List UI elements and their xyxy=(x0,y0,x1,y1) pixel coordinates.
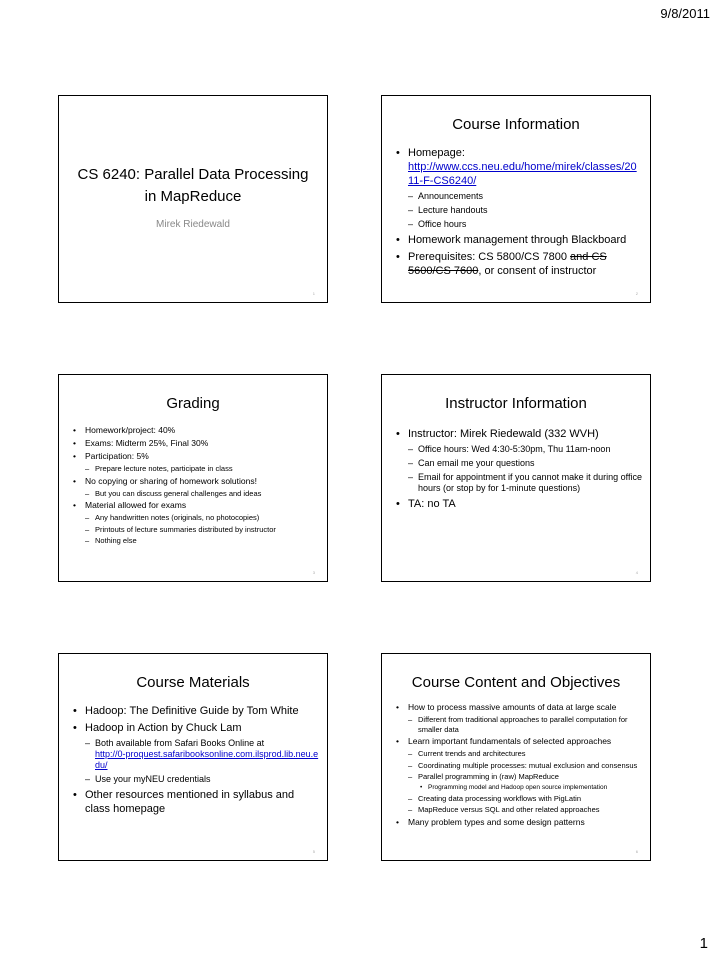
prereq-tail: , or consent of instructor xyxy=(478,265,597,277)
bullet: • No copying or sharing of homework solutions! xyxy=(73,476,319,487)
sub-bullet: – Different from traditional approaches to parallel computation for smaller data xyxy=(396,715,642,734)
slide-number: 6 xyxy=(635,849,638,854)
slide-body xyxy=(396,146,642,281)
sub-bullet: – Printouts of lecture summaries distributed by instructor xyxy=(73,525,319,535)
slide-number: 1 xyxy=(312,291,315,296)
sub-bullet: – Office hours xyxy=(396,219,642,230)
slide-number: 5 xyxy=(312,849,315,854)
bullet-prerequisites xyxy=(396,250,642,278)
homepage-label: Homepage: xyxy=(408,147,465,159)
sub-bullet: – Office hours: Wed 4:30-5:30pm, Thu 11am-noon xyxy=(396,444,642,455)
sub-bullet: – Can email me your questions xyxy=(396,458,642,469)
slide-5-course-materials xyxy=(58,653,328,861)
slide-body xyxy=(73,425,319,548)
bullet: • Other resources mentioned in syllabus and class homepage xyxy=(73,788,319,816)
course-title-line-1: CS 6240: Parallel Data Processing xyxy=(77,166,309,183)
sub-bullet: – Email for appointment if you cannot make it during office hours (or stop by for 1-minute questions) xyxy=(396,472,642,494)
slide-title: Instructor Information xyxy=(445,395,587,412)
sub-bullet: – But you can discuss general challenges and ideas xyxy=(73,489,319,499)
bullet: • Hadoop in Action by Chuck Lam xyxy=(73,721,319,735)
sub-bullet: – Announcements xyxy=(396,191,642,202)
slide-title: Course Materials xyxy=(136,674,250,691)
course-title-line-2: in MapReduce xyxy=(144,188,242,205)
bullet: • Homework/project: 40% xyxy=(73,425,319,436)
bullet: • Exams: Midterm 25%, Final 30% xyxy=(73,438,319,449)
sub-bullet: – Coordinating multiple processes: mutual exclusion and consensus xyxy=(396,761,642,771)
slide-body xyxy=(396,427,642,514)
author-name: Mirek Riedewald xyxy=(156,219,230,230)
bullet: • How to process massive amounts of data at large scale xyxy=(396,702,642,713)
course-title xyxy=(59,164,327,208)
sub-bullet: – Use your myNEU credentials xyxy=(73,774,319,785)
slide-title: Course Information xyxy=(452,116,580,133)
slide-body xyxy=(73,704,319,819)
bullet: • Participation: 5% xyxy=(73,451,319,462)
bullet: • Material allowed for exams xyxy=(73,500,319,511)
safari-text: Both available from Safari Books Online at xyxy=(95,738,265,748)
sub-bullet: – Creating data processing workflows with PigLatin xyxy=(396,794,642,804)
slide-number: 3 xyxy=(312,570,315,575)
header-date: 9/8/2011 xyxy=(660,6,710,21)
sub-bullet xyxy=(73,738,319,771)
bullet: • Many problem types and some design patterns xyxy=(396,817,642,828)
sub-bullet: – Nothing else xyxy=(73,536,319,546)
slide-4-instructor-information xyxy=(381,374,651,582)
sub-bullet: – Lecture handouts xyxy=(396,205,642,216)
sub-sub-bullet: • Programming model and Hadoop open source implementation xyxy=(396,784,642,792)
sub-bullet: – Prepare lecture notes, participate in class xyxy=(73,464,319,474)
slide-title: Course Content and Objectives xyxy=(411,674,621,691)
bullet: • TA: no TA xyxy=(396,497,642,511)
slide-body xyxy=(396,702,642,830)
slide-3-grading xyxy=(58,374,328,582)
slide-2-course-information xyxy=(381,95,651,303)
slide-1-title xyxy=(58,95,328,303)
safari-link[interactable]: http://0-proquest.safaribooksonline.com.ilsprod.lib.neu.edu/ xyxy=(95,749,319,770)
bullet: • Instructor: Mirek Riedewald (332 WVH) xyxy=(396,427,642,441)
prereq-struck-text: and CS 5600/CS 7600 xyxy=(408,251,607,277)
sub-bullet: – Any handwritten notes (originals, no photocopies) xyxy=(73,513,319,523)
slide-number: 4 xyxy=(635,570,638,575)
slide-6-course-content xyxy=(381,653,651,861)
sub-bullet: – Parallel programming in (raw) MapReduce xyxy=(396,772,642,782)
slide-title: Grading xyxy=(166,395,220,412)
sub-bullet: – Current trends and architectures xyxy=(396,749,642,759)
prereq-text: Prerequisites: CS 5800/CS 7800 xyxy=(408,251,571,263)
bullet-homepage xyxy=(396,146,642,188)
bullet: • Hadoop: The Definitive Guide by Tom White xyxy=(73,704,319,718)
bullet: • Learn important fundamentals of selected approaches xyxy=(396,736,642,747)
homepage-link[interactable]: http://www.ccs.neu.edu/home/mirek/classes/2011-F-CS6240/ xyxy=(408,161,637,187)
bullet-homework: • Homework management through Blackboard xyxy=(396,233,642,247)
slide-number: 2 xyxy=(635,291,638,296)
page-number: 1 xyxy=(699,935,708,952)
sub-bullet: – MapReduce versus SQL and other related approaches xyxy=(396,805,642,815)
